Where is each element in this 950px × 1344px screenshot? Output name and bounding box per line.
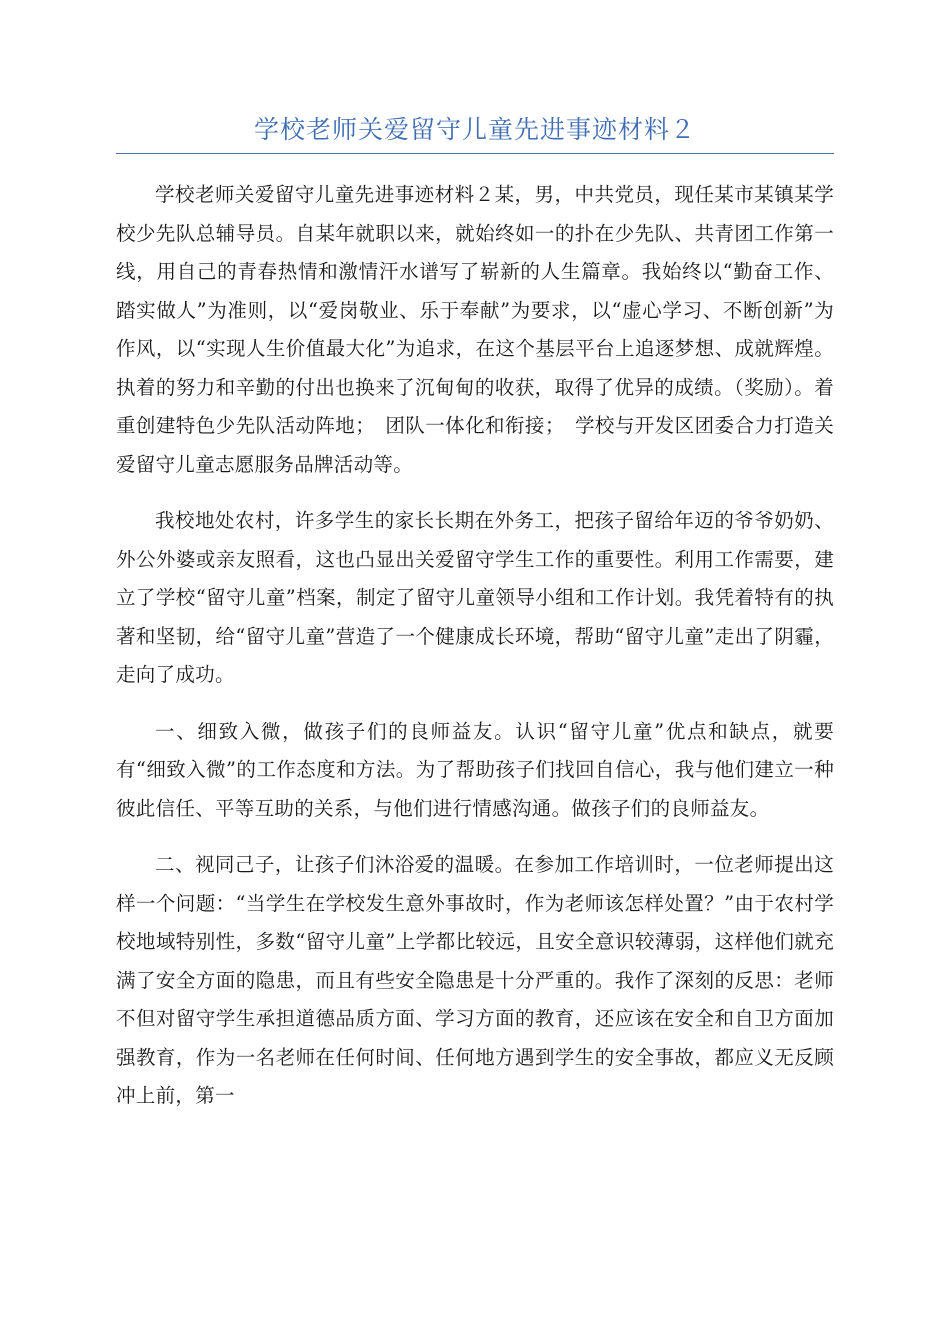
- paragraph-3: 一、细致入微，做孩子们的良师益友。认识“留守儿童”优点和缺点，就要有“细致入微”的工作态度和方法。为了帮助孩子们找回自信心，我与他们建立一种彼此信任、平等互助的关系，与他们进行情感沟通。做孩子们的良师益友。: [116, 719, 834, 820]
- paragraph-1: 学校老师关爱留守儿童先进事迹材料２某，男，中共党员，现任某市某镇某学校少先队总辅导员。自某年就职以来，就始终如一的扑在少先队、共青团工作第一线，用自己的青春热情和激情汗水谱写了崭新的人生篇章。我始终以“勤奋工作、踏实做人”为准则，以“爱岗敬业、乐于奉献”为要求，以“虚心学习、不断创新”为作风，以“实现人生价值最大化”为追求，在这个基层平台上追逐梦想、成就辉煌。执着的努力和辛勤的付出也换来了沉甸甸的收获，取得了优异的成绩。（奖励）。着重创建特色少先队活动阵地； 团队一体化和衔接； 学校与开发区团委合力打造关爱留守儿童志愿服务品牌活动等。: [116, 183, 834, 476]
- paragraph-2: 我校地处农村，许多学生的家长长期在外务工，把孩子留给年迈的爷爷奶奶、外公外婆或亲友照看，这也凸显出关爱留守学生工作的重要性。利用工作需要，建立了学校“留守儿童”档案，制定了留守儿童领导小组和工作计划。我凭着特有的执著和坚韧，给“留守儿童”营造了一个健康成长环境，帮助“留守儿童”走出了阴霾，走向了成功。: [116, 509, 834, 686]
- document-body: [116, 176, 834, 1134]
- document-title: 学校老师关爱留守儿童先进事迹材料２: [253, 115, 696, 144]
- paragraph-4: 二、视同己子，让孩子们沐浴爱的温暖。在参加工作培训时，一位老师提出这样一个问题：“当学生在学校发生意外事故时，作为老师该怎样处置？”由于农村学校地域特别性，多数“留守儿童”上学都比较远，且安全意识较薄弱，这样他们就充满了安全方面的隐患，而且有些安全隐患是十分严重的。我作了深刻的反思：老师不但对留守学生承担道德品质方面、学习方面的教育，还应该在安全和自卫方面加强教育，作为一名老师在任何时间、任何地方遇到学生的安全事故，都应义无反顾冲上前，第一: [116, 853, 834, 1107]
- title-underline: [116, 153, 834, 154]
